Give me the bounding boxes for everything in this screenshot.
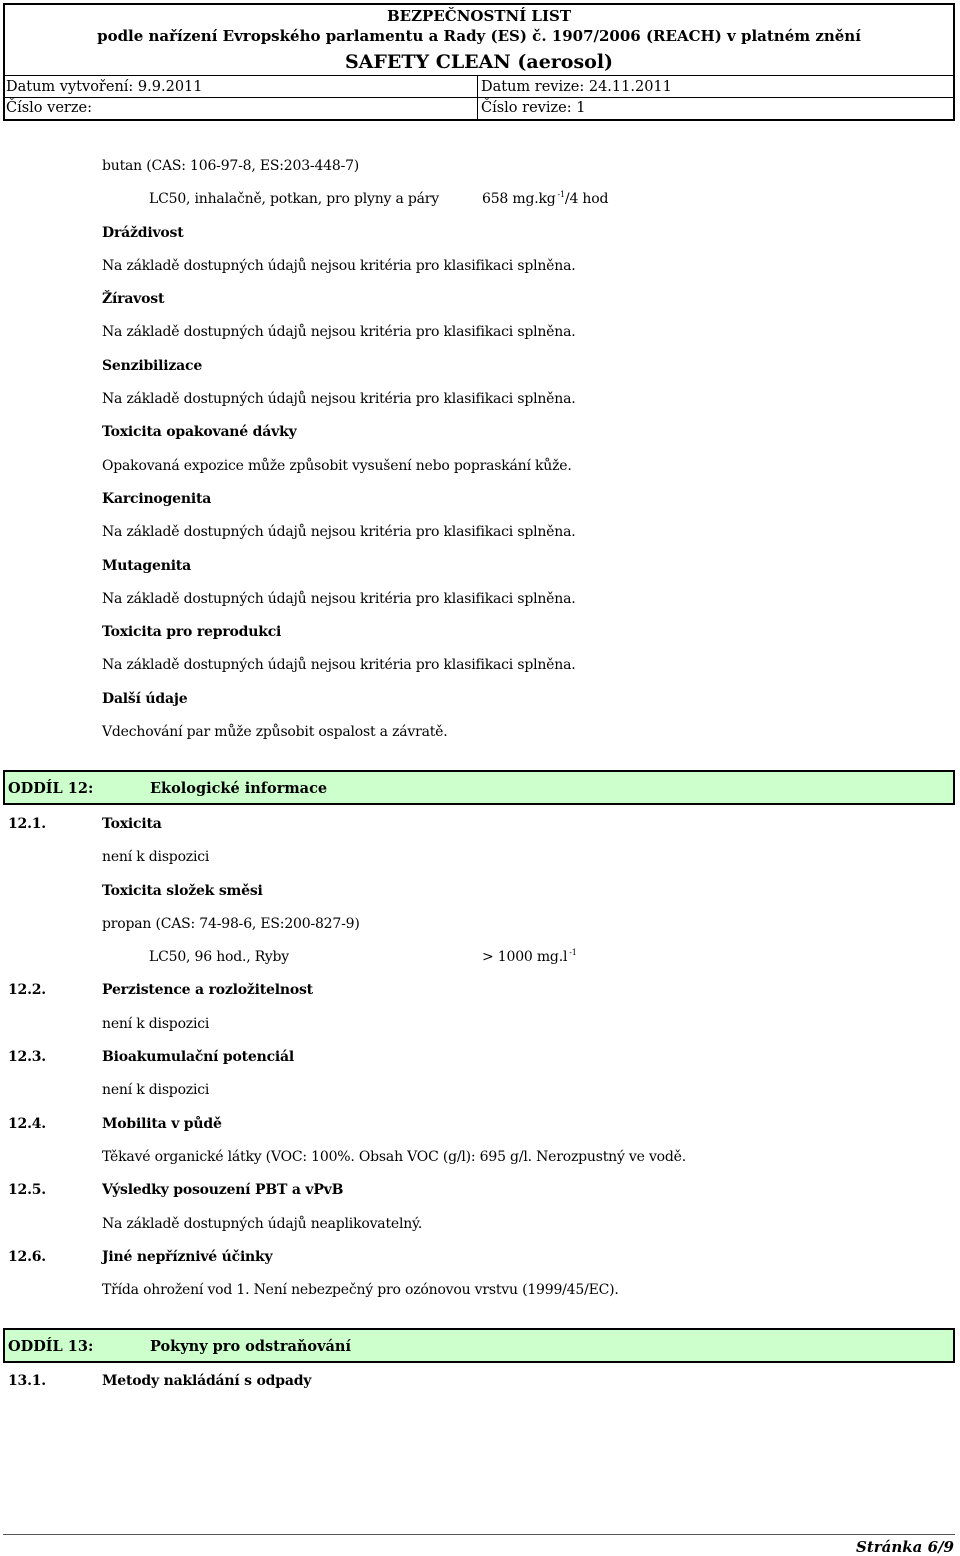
toxicity-value: [482, 941, 577, 974]
item-text-row: [0, 716, 960, 749]
subsection-number: 12.6.: [8, 1248, 46, 1265]
toxicity-endpoint: LC50, 96 hod., Ryby: [149, 949, 290, 966]
page-number: [856, 1538, 954, 1556]
document-type-title: BEZPEČNOSTNÍ LIST: [387, 7, 571, 25]
regulation-subtitle: podle nařízení Evropského parlamentu a Rady (ES) č. 1907/2006 (REACH) v platném znění: [97, 27, 861, 45]
components-heading-row: [0, 875, 960, 908]
section-number-label: ODDÍL 13:: [8, 1338, 94, 1355]
toxicity-value: [482, 183, 608, 216]
item-text-row: [0, 583, 960, 616]
revision-number-label: Číslo revize:: [481, 100, 572, 116]
section-13-body: [0, 1365, 960, 1398]
page-number-label: Stránka: [856, 1538, 923, 1556]
substance-toxicity-row: [0, 183, 960, 216]
subsection-heading-row: [0, 808, 960, 841]
substance-row: [0, 150, 960, 183]
revision-date: [478, 76, 953, 97]
item-text: Opakovaná expozice může způsobit vysušení nebo popraskání kůže.: [102, 457, 572, 474]
subsection-title: Perzistence a rozložitelnost: [102, 982, 313, 999]
item-text-row: [0, 649, 960, 682]
subsection-title: Výsledky posouzení PBT a vPvB: [102, 1182, 344, 1199]
creation-date-label: Datum vytvoření:: [6, 79, 134, 95]
section-number-label: ODDÍL 12:: [8, 780, 94, 797]
subsection-text: Na základě dostupných údajů neaplikovatelný.: [102, 1215, 423, 1232]
item-heading-row: [0, 616, 960, 649]
page-number-value: 6/9: [927, 1538, 954, 1556]
subsection-number: 12.1.: [8, 816, 46, 832]
subsection-text: Třída ohrožení vod 1. Není nebezpečný pro ozónovou vrstvu (1999/45/EC).: [102, 1282, 619, 1299]
subsection-heading-row: [0, 1108, 960, 1141]
item-text: Na základě dostupných údajů nejsou kritéria pro klasifikaci splněna.: [102, 257, 576, 274]
subsection-text-row: [0, 1074, 960, 1107]
item-text: Vdechování par může způsobit ospalost a závratě.: [102, 724, 448, 741]
subsection-text-row: [0, 1008, 960, 1041]
version-label: Číslo verze:: [6, 100, 92, 116]
creation-date-value: 9.9.2011: [137, 79, 203, 95]
section-13-header: [3, 1328, 955, 1363]
subsection-text-row: [0, 841, 960, 874]
subsection-heading-row: [0, 1174, 960, 1207]
item-heading-row: [0, 550, 960, 583]
substance-name: butan (CAS: 106-97-8, ES:203-448-7): [102, 158, 360, 174]
item-text: Na základě dostupných údajů nejsou kritéria pro klasifikaci splněna.: [102, 524, 576, 541]
item-heading-row: [0, 283, 960, 316]
header-version-row: [5, 98, 953, 119]
product-name: SAFETY CLEAN (aerosol): [344, 51, 614, 73]
subsection-number: 12.5.: [8, 1182, 46, 1199]
subsection-number: 12.2.: [8, 982, 46, 999]
component-name: propan (CAS: 74-98-6, ES:200-827-9): [102, 915, 360, 932]
subsection-heading-row: [0, 1241, 960, 1274]
item-heading: Dráždivost: [102, 224, 184, 241]
subsection-number: 12.4.: [8, 1115, 46, 1132]
components-heading: Toxicita složek směsi: [102, 882, 263, 899]
item-text-row: [0, 383, 960, 416]
section-12-header: [3, 770, 955, 805]
item-text-row: [0, 516, 960, 549]
footer-divider: [3, 1534, 955, 1535]
item-text: Na základě dostupných údajů nejsou kritéria pro klasifikaci splněna.: [102, 657, 576, 674]
subsection-number: 13.1.: [8, 1373, 46, 1389]
component-toxicity-row: [0, 941, 960, 974]
item-heading: Mutagenita: [102, 557, 191, 574]
item-text-row: [0, 450, 960, 483]
subsection-text: Těkavé organické látky (VOC: 100%. Obsah VOC (g/l): 695 g/l. Nerozpustný ve vodě.: [102, 1148, 686, 1165]
section-title: Pokyny pro odstraňování: [150, 1338, 351, 1355]
section-12-body: [0, 808, 960, 1307]
item-heading: Senzibilizace: [102, 357, 203, 374]
creation-date: [5, 76, 478, 97]
toxicity-value-exponent: -1: [557, 190, 565, 200]
subsection-title: Mobilita v půdě: [102, 1115, 222, 1132]
subsection-number: 12.3.: [8, 1049, 46, 1066]
item-heading-row: [0, 350, 960, 383]
item-text: Na základě dostupných údajů nejsou kritéria pro klasifikaci splněna.: [102, 324, 576, 341]
toxicity-value-number: 658 mg.kg: [482, 191, 556, 208]
item-text: Na základě dostupných údajů nejsou kritéria pro klasifikaci splněna.: [102, 391, 576, 408]
item-heading: Toxicita pro reprodukci: [102, 624, 282, 641]
header-title-block: [5, 5, 953, 76]
subsection-text-row: [0, 1208, 960, 1241]
item-text: Na základě dostupných údajů nejsou kritéria pro klasifikaci splněna.: [102, 590, 576, 607]
revision-number: [478, 98, 953, 119]
item-heading: Žíravost: [102, 291, 165, 308]
item-text-row: [0, 250, 960, 283]
revision-number-value: 1: [576, 100, 586, 116]
subsection-title: Metody nakládání s odpady: [102, 1373, 312, 1389]
subsection-title: Jiné nepříznivé účinky: [102, 1248, 273, 1265]
toxicity-value-unit: /4 hod: [564, 191, 609, 208]
item-heading-row: [0, 217, 960, 250]
subsection-text-row: [0, 1141, 960, 1174]
subsection-heading-row: [0, 1041, 960, 1074]
subsection-text: není k dispozici: [102, 849, 210, 866]
subsection-text-row: [0, 1274, 960, 1307]
revision-date-value: 24.11.2011: [588, 79, 672, 95]
toxicity-endpoint: LC50, inhalačně, potkan, pro plyny a páry: [149, 191, 439, 208]
version-number: [5, 98, 478, 119]
subsection-heading-row: [0, 974, 960, 1007]
section-title: Ekologické informace: [150, 780, 328, 797]
header-dates-row: [5, 76, 953, 98]
subsection-title: Bioakumulační potenciál: [102, 1049, 295, 1066]
section-11-continued: [0, 150, 960, 749]
subsection-heading-row: [0, 1365, 960, 1398]
item-heading: Toxicita opakované dávky: [102, 424, 297, 441]
component-row: [0, 908, 960, 941]
revision-date-label: Datum revize:: [481, 79, 585, 95]
toxicity-value-number: > 1000 mg.l: [482, 949, 568, 966]
subsection-title: Toxicita: [102, 816, 162, 832]
subsection-text: není k dispozici: [102, 1082, 210, 1099]
item-text-row: [0, 316, 960, 349]
item-heading: Další údaje: [102, 690, 188, 707]
item-heading-row: [0, 683, 960, 716]
subsection-text: není k dispozici: [102, 1015, 210, 1032]
item-heading-row: [0, 483, 960, 516]
document-header: [3, 3, 955, 121]
item-heading-row: [0, 416, 960, 449]
item-heading: Karcinogenita: [102, 490, 212, 507]
toxicity-value-exponent: -1: [569, 948, 577, 958]
